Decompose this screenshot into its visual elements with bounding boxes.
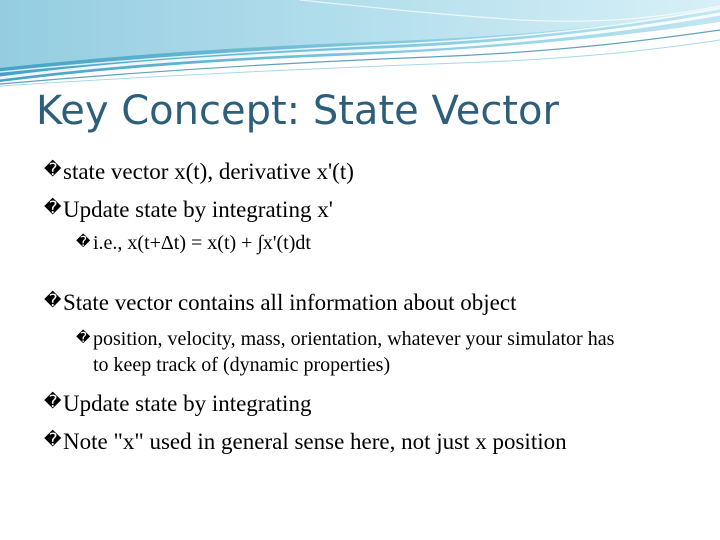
bullet-item: [44, 289, 704, 317]
bullet-marker-icon: �: [44, 291, 62, 311]
bullet-item: [44, 390, 704, 418]
bullet-text: Update state by integrating x': [63, 197, 333, 222]
bullet-marker-icon: �: [44, 198, 62, 218]
bullet-text: Update state by integrating: [63, 391, 312, 416]
bullet-item: [44, 428, 704, 456]
bullet-text: position, velocity, mass, orientation, whatever your simulator has to keep track of (dynamic properties): [93, 328, 615, 376]
bullet-text: Note "x" used in general sense here, not just x position: [63, 429, 567, 454]
sub-bullet-item: [76, 230, 704, 256]
bullet-marker-icon: �: [44, 160, 62, 180]
header-wave-decoration: [0, 0, 720, 90]
bullet-marker-icon: �: [44, 430, 62, 450]
bullet-item: [44, 196, 704, 224]
slide-title: Key Concept: State Vector: [36, 88, 559, 134]
sub-bullet-item: [76, 326, 704, 378]
bullet-text: State vector contains all information about object: [63, 290, 517, 315]
bullet-item: [44, 158, 704, 186]
bullet-marker-icon: �: [76, 330, 91, 346]
bullet-marker-icon: �: [76, 234, 91, 250]
bullet-marker-icon: �: [44, 392, 62, 412]
bullet-text: state vector x(t), derivative x'(t): [63, 159, 354, 184]
bullet-text: i.e., x(t+Δt) = x(t) + ∫x'(t)dt: [93, 232, 311, 254]
bullet-list: [44, 150, 704, 456]
